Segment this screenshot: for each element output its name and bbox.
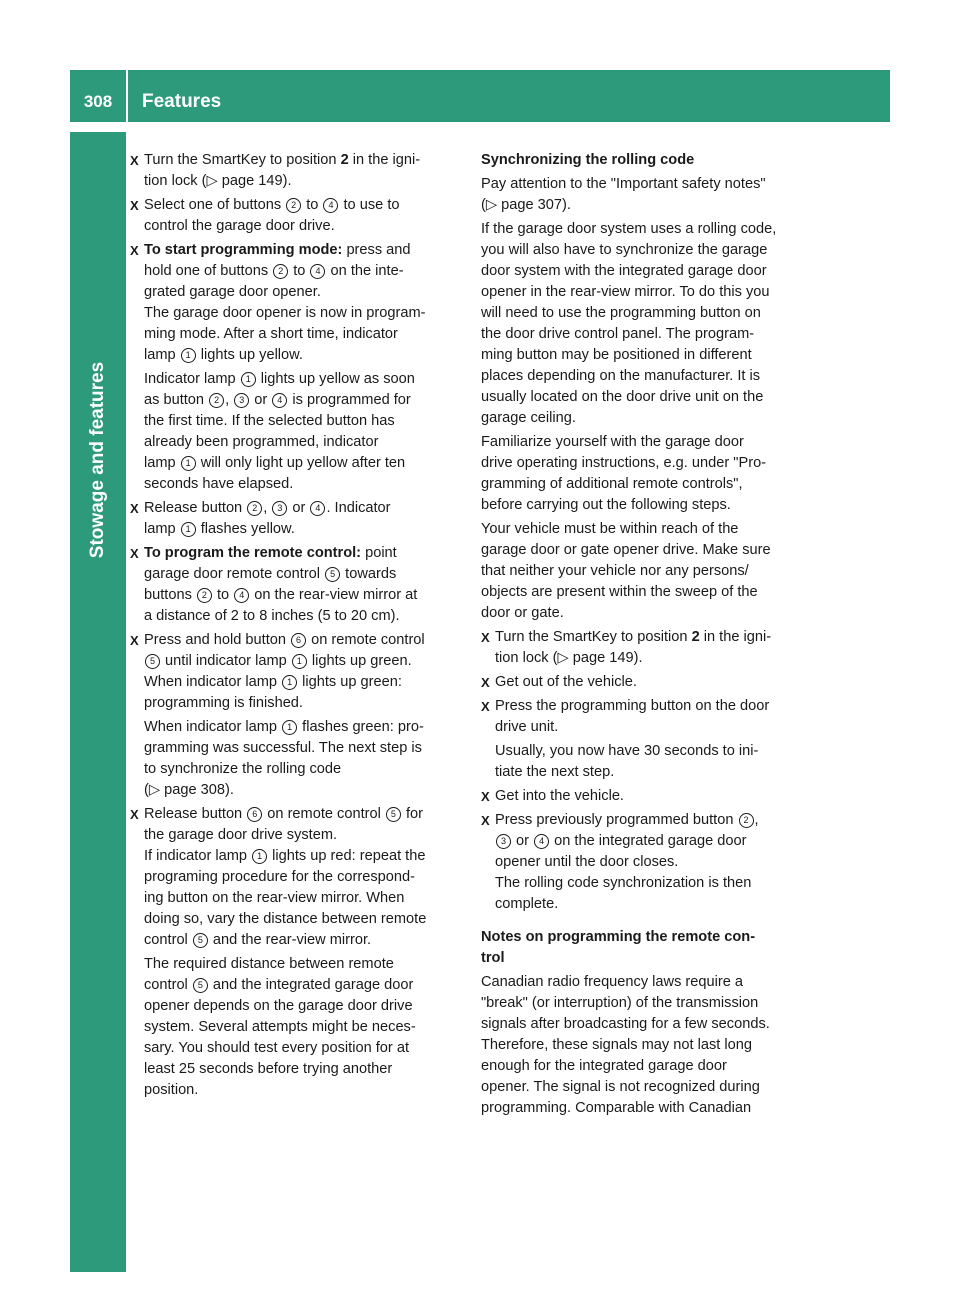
callout-number: 2 [286,198,301,213]
page-number: 308 [83,92,113,111]
callout-number: 1 [282,675,297,690]
callout-number: 1 [241,372,256,387]
callout-number: 3 [496,834,511,849]
paragraph-canadian-laws: Canadian radio frequency laws require a "break" (or interruption) of the transmission signals after broadcasting for a few seconds. Therefore, these signals may not last long enough for the integrated garage door opener. The signal is not recognized during programming. Comparable with Canadian [481,974,770,1116]
callout-number: 4 [310,501,325,516]
step-get-into: X Get into the vehicle. [481,786,814,807]
left-column [130,150,460,1104]
heading-synchronizing: Synchronizing the rolling code [481,152,695,168]
callout-number: 2 [739,813,754,828]
paragraph-familiarize: Familiarize yourself with the garage door drive operating instructions, e.g. under "Pro- gramming of additional remote controls", before carrying out the following steps. [481,434,767,513]
arrow-bullet-icon: X [130,501,139,516]
callout-number: 2 [209,393,224,408]
callout-number: 2 [273,264,288,279]
page-ref-icon: ▷ [148,782,161,798]
callout-number: 5 [193,978,208,993]
step-select-button: X Select one of buttons 2 to 4 to use to control the garage door drive. [130,197,400,234]
arrow-bullet-icon: X [481,675,490,690]
header-divider [126,70,128,122]
callout-number: 4 [534,834,549,849]
callout-number: 6 [247,807,262,822]
side-tab [70,132,126,1272]
side-tab-label: Stowage and features [87,361,108,559]
arrow-bullet-icon: X [481,630,490,645]
step-program-remote: X To program the remote control: point garage door remote control 5 towards buttons 2 to 4 on the rear-view mirror at a distance of 2 to 8 inches (5 to 20 cm). [130,545,418,624]
paragraph-vehicle-reach: Your vehicle must be within reach of the garage door or gate opener drive. Make sure that neither your vehicle nor any persons/ objects are present within the sweep of the door or gate. [481,521,771,621]
step-turn-smartkey: X Turn the SmartKey to position 2 in the igni- tion lock (▷ page 149). [481,629,772,666]
paragraph-safety-notes: Pay attention to the "Important safety notes" (▷ page 307). [481,176,766,213]
paragraph-rolling-code: If the garage door system uses a rolling code, you will also have to synchronize the garage door system with the integrated garage door opener in the rear-view mirror. To do this you will need to use the programming button on the door drive control panel. The program- ming button may be positioned in different places depending on the manufacturer. It is usually located on the door drive unit on the garage ceiling. [481,221,777,426]
step-press-programmed-button: X Press previously programmed button 2 , 3 or 4 on the integrated garage door opener until the door closes. The rolling code synchronization is then complete. [481,812,759,912]
arrow-bullet-icon: X [481,813,490,828]
page-ref-icon: ▷ [206,173,218,189]
callout-number: 4 [310,264,325,279]
callout-number: 4 [272,393,287,408]
page-ref-icon: ▷ [485,197,498,213]
arrow-bullet-icon: X [481,699,490,714]
step-press-programming-button: X Press the programming button on the door drive unit. Usually, you now have 30 seconds to ini- tiate the next step. [481,698,770,780]
callout-number: 1 [181,522,196,537]
callout-number: 5 [193,933,208,948]
callout-number: 4 [323,198,338,213]
callout-number: 3 [234,393,249,408]
arrow-bullet-icon: X [130,243,139,258]
callout-number: 4 [234,588,249,603]
step-press-hold: X Press and hold button 6 on remote control 5 until indicator lamp 1 lights up green. When indicator lamp 1 lights up green: programming is finished. When indicator lamp 1 flashes green: pro- gramming was successful. The next step is to synchronize the rolling code (▷ page 308). [130,632,425,798]
callout-number: 6 [291,633,306,648]
step-get-out: X Get out of the vehicle. [481,672,814,693]
callout-number: 5 [325,567,340,582]
callout-number: 1 [252,849,267,864]
arrow-bullet-icon: X [130,807,139,822]
arrow-bullet-icon: X [481,789,490,804]
arrow-bullet-icon: X [130,546,139,561]
callout-number: 5 [386,807,401,822]
step-start-programming: X To start programming mode: press and hold one of buttons 2 to 4 on the inte- grated garage door opener. The garage door opener is now in program- ming mode. After a short time, indicator lamp 1 lights up yellow. Indicator lamp 1 lights up yellow as soon as button 2 , 3 or 4 is programmed for the first time. If the selected button has already been programmed, indicator lamp 1 will only light up yellow after ten seconds have elapsed. [130,242,426,492]
section-title: Features [142,91,222,112]
callout-number: 1 [282,720,297,735]
page-ref-icon: ▷ [557,650,569,666]
callout-number: 5 [145,654,160,669]
callout-number: 1 [292,654,307,669]
callout-number: 1 [181,456,196,471]
callout-number: 2 [247,501,262,516]
callout-number: 2 [197,588,212,603]
right-column [481,150,814,1122]
arrow-bullet-icon: X [130,198,139,213]
step-release-remote: X Release button 6 on remote control 5 for the garage door drive system. If indicator lamp 1 lights up red: repeat the programing procedure for the correspond- ing button on the rear-view mirror. When doing so, vary the distance between remote control 5 and the rear-view mirror. The required distance between remote control 5 and the integrated garage door opener depends on the garage door drive system. Several attempts might be neces- sary. You should test every position for at least 25 seconds before trying another position. [130,806,427,1098]
arrow-bullet-icon: X [130,153,139,168]
step-turn-smartkey: X Turn the SmartKey to position 2 in the igni- tion lock (▷ page 149). [130,152,421,189]
callout-number: 1 [181,348,196,363]
heading-notes-programming: Notes on programming the remote con- trol [481,929,756,966]
callout-number: 3 [272,501,287,516]
step-release-button: X Release button 2 , 3 or 4 . Indicator lamp 1 flashes yellow. [130,500,391,537]
arrow-bullet-icon: X [130,633,139,648]
